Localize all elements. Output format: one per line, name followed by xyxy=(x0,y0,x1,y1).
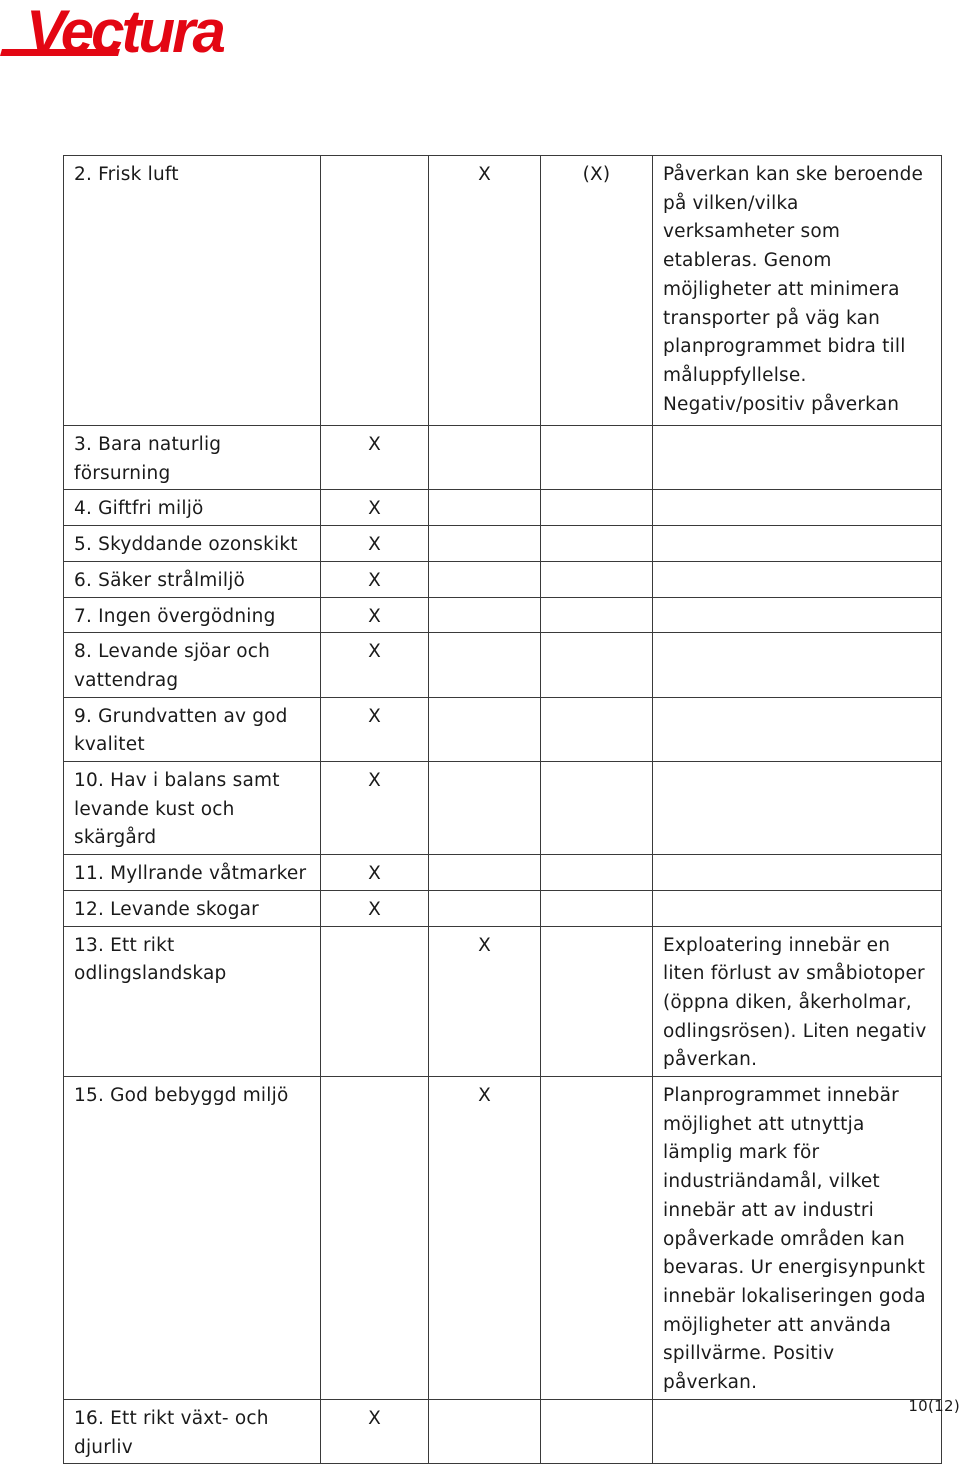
goal-name-cell: 7. Ingen övergödning xyxy=(64,597,321,633)
mark-cell-col2 xyxy=(429,890,541,926)
mark-cell-col3 xyxy=(541,697,653,761)
goal-name-cell: 4. Giftfri miljö xyxy=(64,490,321,526)
mark-cell-col2 xyxy=(429,526,541,562)
goal-name-cell: 10. Hav i balans samt levande kust och skärgård xyxy=(64,762,321,855)
table-row xyxy=(64,426,942,490)
mark-cell-col3 xyxy=(541,855,653,891)
comment-cell xyxy=(653,597,942,633)
table-row xyxy=(64,156,942,426)
table-body xyxy=(64,156,942,1464)
mark-cell-col2 xyxy=(429,762,541,855)
table-row xyxy=(64,490,942,526)
goal-name-cell: 16. Ett rikt växt- och djurliv xyxy=(64,1399,321,1463)
mark-cell-col3 xyxy=(541,526,653,562)
environmental-goals-table xyxy=(63,155,942,1464)
goal-name-cell: 5. Skyddande ozonskikt xyxy=(64,526,321,562)
mark-cell-col3 xyxy=(541,1399,653,1463)
goal-name-cell: 3. Bara naturlig försurning xyxy=(64,426,321,490)
mark-cell-col1: X xyxy=(321,490,429,526)
mark-cell-col2: X xyxy=(429,156,541,426)
mark-cell-col1: X xyxy=(321,426,429,490)
mark-cell-col2 xyxy=(429,426,541,490)
table-row xyxy=(64,1399,942,1463)
mark-cell-col1: X xyxy=(321,526,429,562)
goal-name-cell: 8. Levande sjöar och vattendrag xyxy=(64,633,321,697)
comment-cell xyxy=(653,426,942,490)
mark-cell-col1 xyxy=(321,926,429,1077)
mark-cell-col1 xyxy=(321,156,429,426)
logo-text: Vectura xyxy=(26,0,223,64)
mark-cell-col1: X xyxy=(321,561,429,597)
mark-cell-col2 xyxy=(429,633,541,697)
comment-cell xyxy=(653,855,942,891)
comment-cell xyxy=(653,762,942,855)
page-number: 10(12) xyxy=(908,1397,960,1415)
comment-cell: Påverkan kan ske beroende på vilken/vilka verksamheter som etableras. Genom möjligheter att minimera transporter på väg kan planprogrammet bidra till måluppfyllelse. Negativ/positiv påverkan xyxy=(653,156,942,426)
table-row xyxy=(64,890,942,926)
goal-name-cell: 12. Levande skogar xyxy=(64,890,321,926)
comment-cell xyxy=(653,697,942,761)
mark-cell-col1 xyxy=(321,1077,429,1400)
goal-name-cell: 11. Myllrande våtmarker xyxy=(64,855,321,891)
mark-cell-col1: X xyxy=(321,633,429,697)
table-row xyxy=(64,697,942,761)
mark-cell-col2: X xyxy=(429,926,541,1077)
mark-cell-col2 xyxy=(429,597,541,633)
table-row xyxy=(64,526,942,562)
mark-cell-col3 xyxy=(541,1077,653,1400)
table-row xyxy=(64,597,942,633)
mark-cell-col2 xyxy=(429,490,541,526)
table-row xyxy=(64,926,942,1077)
table-row xyxy=(64,561,942,597)
mark-cell-col2 xyxy=(429,697,541,761)
mark-cell-col1: X xyxy=(321,762,429,855)
comment-cell xyxy=(653,490,942,526)
mark-cell-col3 xyxy=(541,597,653,633)
vectura-logo xyxy=(0,0,280,64)
goal-name-cell: 9. Grundvatten av god kvalitet xyxy=(64,697,321,761)
mark-cell-col2 xyxy=(429,855,541,891)
mark-cell-col3 xyxy=(541,762,653,855)
table-row xyxy=(64,633,942,697)
mark-cell-col1: X xyxy=(321,697,429,761)
table-row xyxy=(64,855,942,891)
mark-cell-col2 xyxy=(429,561,541,597)
mark-cell-col1: X xyxy=(321,855,429,891)
mark-cell-col3 xyxy=(541,490,653,526)
comment-cell xyxy=(653,890,942,926)
mark-cell-col3 xyxy=(541,426,653,490)
comment-cell xyxy=(653,526,942,562)
mark-cell-col3 xyxy=(541,926,653,1077)
mark-cell-col3 xyxy=(541,561,653,597)
goal-name-cell: 13. Ett rikt odlingslandskap xyxy=(64,926,321,1077)
goal-name-cell: 6. Säker strålmiljö xyxy=(64,561,321,597)
mark-cell-col3 xyxy=(541,633,653,697)
goal-name-cell: 2. Frisk luft xyxy=(64,156,321,426)
goal-name-cell: 15. God bebyggd miljö xyxy=(64,1077,321,1400)
table-row xyxy=(64,762,942,855)
mark-cell-col2 xyxy=(429,1399,541,1463)
mark-cell-col3 xyxy=(541,890,653,926)
comment-cell xyxy=(653,1399,942,1463)
mark-cell-col3: (X) xyxy=(541,156,653,426)
mark-cell-col1: X xyxy=(321,597,429,633)
comment-cell: Planprogrammet innebär möjlighet att utnyttja lämplig mark för industriändamål, vilket innebär att av industri opåverkade områden kan bevaras. Ur energisynpunkt innebär lokaliseringen goda möjligheter att använda spillvärme. Positiv påverkan. xyxy=(653,1077,942,1400)
mark-cell-col1: X xyxy=(321,1399,429,1463)
environmental-goals-table-container xyxy=(63,155,942,1464)
mark-cell-col2: X xyxy=(429,1077,541,1400)
comment-cell: Exploatering innebär en liten förlust av småbiotoper (öppna diken, åkerholmar, odlingsrösen). Liten negativ påverkan. xyxy=(653,926,942,1077)
table-row xyxy=(64,1077,942,1400)
comment-cell xyxy=(653,561,942,597)
mark-cell-col1: X xyxy=(321,890,429,926)
comment-cell xyxy=(653,633,942,697)
